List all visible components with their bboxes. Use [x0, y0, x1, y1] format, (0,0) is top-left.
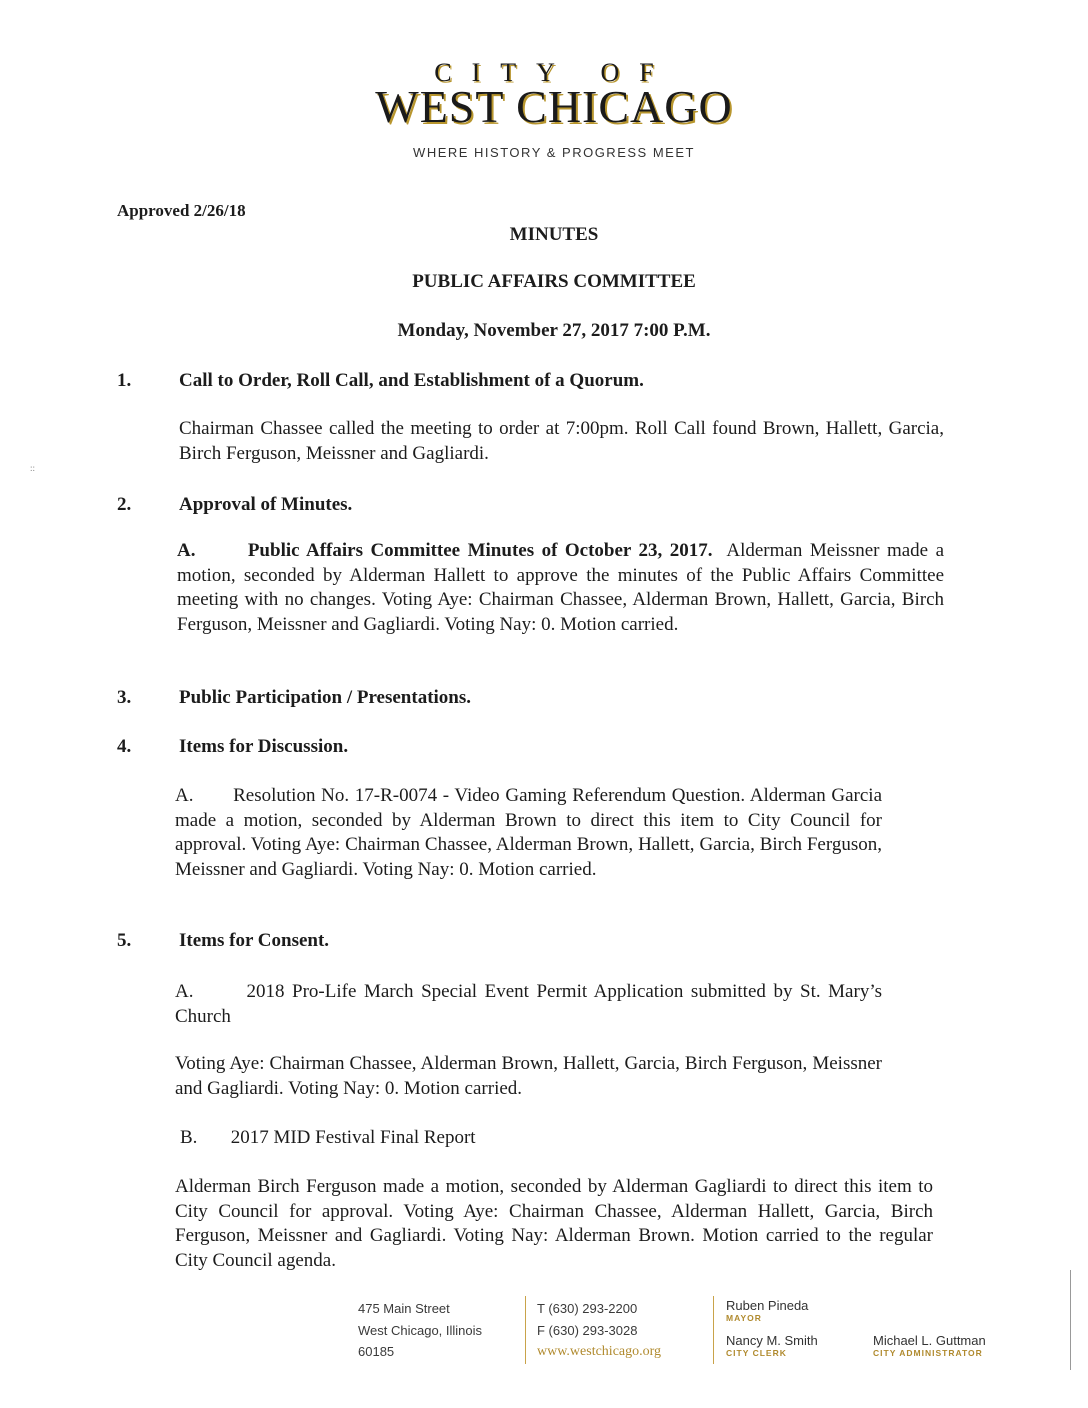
section-2-item-title: Public Affairs Committee Minutes of October 23, 2017.: [247, 540, 713, 561]
footer-phone: T (630) 293-2200: [537, 1301, 638, 1316]
section-5-item-b-label: B.: [180, 1127, 198, 1148]
section-2-item-text: Alderman Meissner made a motion, seconded by Alderman Hallett to approve the minutes of the Public Affairs Committee meeting with no changes. Voting Aye: Chairman Chassee, Alderman Brown, Hallett, Garcia, Birch Ferguson, Meissner and Gagliardi. Voting Nay: 0. Motion carried.: [177, 540, 945, 635]
footer-fax: F (630) 293-3028: [537, 1322, 638, 1338]
meeting-date: Monday, November 27, 2017 7:00 P.M.: [397, 320, 711, 341]
scan-speck: ::: [30, 463, 36, 473]
section-4-item-label: A.: [175, 785, 194, 806]
approved-stamp: Approved 2/26/18: [117, 201, 246, 220]
clerk-role: CITY CLERK: [726, 1348, 787, 1358]
section-4-item-text: Resolution No. 17-R-0074 - Video Gaming Referendum Question. Alderman Garcia made a motion, seconded by Alderman Brown to direct this item to City Council for approval. Voting Aye: Chairman Chassee, Alderman Brown, Hallett, Garcia, Birch Ferguson, Meissner and Gagliardi. Voting Nay: 0. Motion carried.: [175, 785, 883, 880]
section-3-title: Public Participation / Presentations.: [179, 687, 472, 708]
section-3-number: 3.: [117, 687, 132, 708]
footer-mayor: [726, 1298, 808, 1323]
footer-website-link[interactable]: www.westchicago.org: [537, 1344, 662, 1359]
letterhead-tagline: WHERE HISTORY & PROGRESS MEET: [413, 145, 695, 160]
section-1-title: Call to Order, Roll Call, and Establishment of a Quorum.: [179, 370, 644, 391]
footer-divider: [713, 1296, 714, 1364]
section-5-item-b: [180, 1126, 880, 1151]
section-5-item-a: [175, 980, 882, 1029]
section-5-item-b-text: 2017 MID Festival Final Report: [230, 1127, 476, 1148]
footer-divider: [525, 1296, 526, 1364]
footer-clerk: [726, 1333, 818, 1358]
letterhead-city-name: WEST CHICAGO: [375, 81, 733, 132]
section-1-text: Chairman Chassee called the meeting to order at 7:00pm. Roll Call found Brown, Hallett, Garcia, Birch Ferguson, Meissner and Gagliardi.: [179, 418, 944, 464]
section-2-number: 2.: [117, 494, 132, 515]
footer-street: 475 Main Street: [358, 1301, 450, 1316]
section-4-item-a: [175, 784, 882, 882]
clerk-name: Nancy M. Smith: [726, 1333, 818, 1348]
section-4-title: Items for Discussion.: [179, 736, 349, 757]
mayor-role: MAYOR: [726, 1313, 762, 1323]
footer-contact: [537, 1298, 661, 1363]
footer-zip: 60185: [358, 1344, 395, 1359]
section-5-item-b-vote: Alderman Birch Ferguson made a motion, seconded by Alderman Gagliardi to direct this item to City Council for approval. Voting Aye: Chairman Chassee, Alderman Hallett, Garcia, Birch Ferguson, Meissner and Gagliardi. Voting Nay: Alderman Brown. Motion carried to the regular City Council agenda.: [175, 1176, 933, 1271]
section-5-item-a-vote: Voting Aye: Chairman Chassee, Alderman Brown, Hallett, Garcia, Birch Ferguson, Meissner and Gagliardi. Voting Nay: 0. Motion carried.: [175, 1053, 882, 1099]
footer-city: West Chicago, Illinois: [358, 1322, 483, 1338]
administrator-role: CITY ADMINISTRATOR: [873, 1348, 983, 1358]
section-2-title: Approval of Minutes.: [179, 494, 353, 515]
section-5-item-a-label: A.: [175, 981, 194, 1002]
letterhead-city-of: CITY OF: [434, 58, 674, 87]
footer-address: [358, 1298, 482, 1363]
committee-name: PUBLIC AFFAIRS COMMITTEE: [412, 271, 696, 292]
footer-administrator: [873, 1333, 986, 1358]
section-2-item-a: [177, 539, 944, 637]
administrator-name: Michael L. Guttman: [873, 1333, 986, 1348]
section-5-number: 5.: [117, 930, 132, 951]
section-2-item-label: A.: [177, 540, 196, 561]
mayor-name: Ruben Pineda: [726, 1298, 809, 1313]
section-4-number: 4.: [117, 736, 132, 757]
section-5-item-a-text: 2018 Pro-Life March Special Event Permit Application submitted by St. Mary’s Church: [175, 981, 882, 1027]
section-1-number: 1.: [117, 370, 132, 391]
document-title: MINUTES: [509, 224, 599, 245]
scan-edge-line: [1070, 1270, 1071, 1370]
section-5-title: Items for Consent.: [179, 930, 330, 951]
